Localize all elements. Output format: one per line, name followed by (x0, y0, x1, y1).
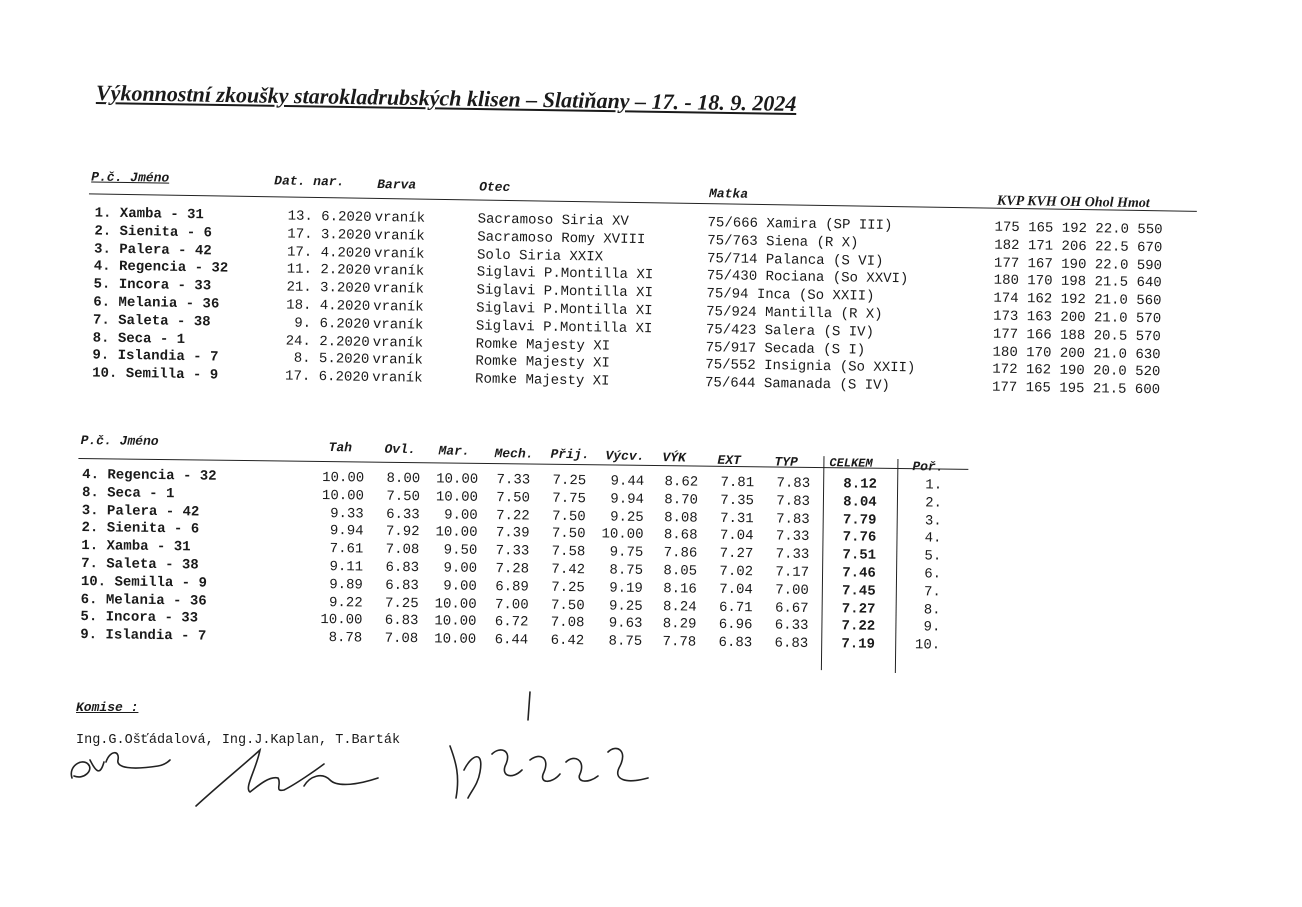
header-prij: Přij. (550, 446, 590, 463)
header-vycv: Výcv. (605, 448, 645, 464)
cell-tah: 10.00 (320, 612, 363, 629)
cell-vycv: 9.63 (608, 615, 643, 633)
cell-mech: 7.39 (495, 525, 530, 542)
cell-vycv: 9.25 (608, 598, 643, 615)
cell-dam: 75/644 Samanada (S IV) (704, 375, 891, 395)
cell-mech: 7.33 (495, 543, 530, 560)
cell-ext: 6.83 (718, 635, 753, 652)
cell-ext: 7.27 (719, 546, 754, 563)
cell-sire: Sacramoso Siria XV (477, 211, 629, 230)
cell-mech: 6.89 (495, 578, 529, 596)
header-matka: Matka (708, 186, 749, 202)
cell-color: vraník (373, 263, 425, 281)
cell-name: 9. Islandia - 7 (92, 347, 219, 366)
cell-mar: 9.00 (444, 507, 478, 524)
cell-color: vraník (372, 334, 424, 352)
cell-ovl: 7.50 (386, 488, 421, 505)
cell-ext: 6.96 (718, 617, 753, 634)
cell-ovl: 6.83 (385, 559, 420, 577)
cell-typ: 7.83 (776, 511, 810, 528)
cell-metrics: 177 166 188 20.5 570 (992, 326, 1162, 346)
cell-ext: 7.02 (719, 563, 754, 581)
cell-dam: 75/430 Rociana (So XXVI) (706, 268, 909, 288)
cell-prij: 7.08 (550, 615, 585, 632)
cell-typ: 7.17 (775, 564, 810, 581)
cell-mar: 10.00 (434, 613, 477, 631)
cell-tah: 9.11 (329, 559, 364, 576)
cell-ovl: 6.83 (384, 613, 419, 630)
cell-ovl: 7.08 (385, 541, 420, 559)
cell-dam: 75/552 Insignia (So XXII) (705, 357, 916, 377)
cell-name: 6. Melania - 36 (93, 294, 220, 313)
cell-color: vraník (373, 298, 424, 316)
cell-celkem: 7.76 (842, 529, 877, 547)
cell-sire: Siglavi P.Montilla XI (476, 264, 654, 284)
cell-ovl: 6.83 (385, 577, 419, 594)
cell-metrics: 175 165 192 22.0 550 (994, 219, 1163, 239)
cell-vycv: 9.94 (610, 491, 645, 508)
cell-color: vraník (371, 370, 423, 387)
cell-celkem: 7.27 (841, 600, 876, 618)
cell-dam: 75/763 Siena (R X) (707, 232, 859, 252)
cell-vycv: 9.19 (609, 580, 643, 597)
cell-vycv: 8.75 (609, 562, 644, 579)
cell-name: 9. Islandia - 7 (80, 627, 207, 645)
cell-name: 10. Semilla - 9 (80, 573, 208, 592)
cell-typ: 6.83 (774, 635, 809, 653)
cell-vyk: 8.70 (664, 491, 699, 509)
cell-dam: 75/924 Mantilla (R X) (706, 304, 883, 323)
cell-name: 7. Saleta - 38 (81, 556, 199, 574)
cell-vyk: 8.68 (663, 527, 698, 544)
cell-dam: 75/666 Xamira (SP III) (707, 215, 893, 235)
cell-sire: Romke Majesty XI (475, 353, 610, 373)
cell-typ: 7.33 (775, 546, 810, 564)
cell-por: 2. (925, 495, 943, 512)
cell-celkem: 7.19 (841, 636, 876, 653)
cell-name: 2. Sienita - 6 (94, 223, 213, 242)
cell-prij: 7.50 (551, 526, 586, 543)
cell-metrics: 174 162 192 21.0 560 (993, 290, 1162, 310)
cell-mar: 10.00 (435, 524, 478, 542)
cell-mar: 10.00 (436, 471, 479, 488)
cell-prij: 7.42 (551, 561, 586, 579)
document-title: Výkonnostní zkoušky starokladrubských klisen – Slatiňany – 17. - 18. 9. 2024 (95, 80, 797, 117)
cell-name: 1. Xamba - 31 (94, 205, 204, 224)
cell-metrics: 177 165 195 21.5 600 (991, 379, 1161, 399)
cell-color: vraník (372, 316, 424, 334)
signature-3 (450, 692, 648, 798)
header-celkem: CELKEM (829, 456, 873, 471)
cell-name: 3. Palera - 42 (93, 241, 212, 259)
header-mech: Mech. (494, 446, 534, 462)
cell-vyk: 8.24 (662, 598, 697, 616)
cell-por: 1. (925, 477, 943, 494)
cell-sire: Siglavi P.Montilla XI (476, 282, 654, 302)
cell-name: 1. Xamba - 31 (81, 538, 191, 556)
cell-vyk: 7.78 (662, 634, 697, 651)
cell-tah: 8.78 (328, 630, 363, 647)
header-barva: Barva (377, 176, 417, 193)
cell-date: 13. 6.2020 (287, 208, 372, 226)
cell-date: 17. 4.2020 (286, 244, 372, 262)
header-ovl: Ovl. (384, 441, 416, 458)
cell-sire: Siglavi P.Montilla XI (475, 318, 653, 338)
cell-typ: 6.33 (774, 617, 809, 635)
cell-sire: Romke Majesty XI (475, 336, 611, 355)
header-mar: Mar. (438, 443, 470, 459)
header-por: Poř. (912, 459, 944, 475)
cell-por: 10. (914, 637, 941, 654)
cell-name: 10. Semilla - 9 (92, 365, 219, 384)
cell-por: 7. (923, 584, 941, 601)
cell-tah: 10.00 (322, 469, 365, 487)
header-tah: Tah (328, 440, 353, 456)
cell-mar: 10.00 (434, 631, 477, 649)
cell-vyk: 8.08 (664, 509, 698, 527)
cell-vycv: 9.44 (610, 473, 645, 490)
cell-vyk: 8.16 (663, 580, 697, 598)
cell-prij: 7.50 (552, 508, 586, 525)
cell-vyk: 8.05 (663, 563, 698, 580)
signatures (60, 680, 680, 830)
cell-tah: 7.61 (329, 541, 364, 558)
cell-ext: 7.81 (720, 474, 755, 492)
cell-celkem: 7.22 (841, 618, 876, 636)
header2-pc-jmeno: P.č. Jméno (80, 433, 159, 449)
cell-ovl: 8.00 (386, 470, 421, 488)
cell-ext: 7.04 (719, 528, 754, 545)
header-otec: Otec (479, 179, 511, 196)
cell-date: 17. 6.2020 (284, 368, 370, 387)
cell-mech: 7.28 (495, 561, 530, 578)
cell-name: 7. Saleta - 38 (92, 312, 211, 331)
cell-sire: Sacramoso Romy XVIII (477, 229, 646, 248)
cell-celkem: 7.79 (842, 511, 877, 529)
cell-por: 3. (924, 512, 942, 530)
header-dat-nar: Dat. nar. (274, 173, 345, 190)
cell-name: 5. Incora - 33 (80, 609, 199, 627)
signature-2 (196, 750, 378, 806)
cell-prij: 7.58 (551, 543, 586, 561)
cell-tah: 9.94 (329, 523, 364, 540)
cell-mar: 10.00 (434, 595, 477, 613)
cell-mech: 7.22 (496, 507, 530, 525)
cell-metrics: 177 167 190 22.0 590 (993, 255, 1163, 274)
cell-typ: 7.83 (776, 493, 811, 510)
cell-ovl: 7.92 (385, 524, 420, 541)
cell-date: 18. 4.2020 (286, 297, 371, 315)
cell-date: 21. 3.2020 (286, 279, 371, 298)
header-metrics: KVP KVH OH Ohol Hmot (996, 193, 1150, 212)
cell-tah: 9.22 (328, 594, 363, 612)
cell-ovl: 7.08 (384, 630, 419, 648)
cell-vycv: 9.25 (610, 509, 644, 526)
cell-metrics: 173 163 200 21.0 570 (993, 308, 1162, 328)
cell-name: 3. Palera - 42 (81, 502, 200, 521)
cell-celkem: 7.51 (842, 547, 877, 564)
cell-mech: 6.72 (494, 614, 529, 631)
cell-celkem: 7.46 (842, 565, 876, 582)
header-typ: TYP (774, 454, 798, 470)
header-vyk: VÝK (662, 450, 686, 466)
cell-ext: 6.71 (718, 599, 753, 616)
cell-sire: Siglavi P.Montilla XI (476, 300, 653, 320)
cell-vyk: 7.86 (663, 545, 698, 562)
cell-name: 8. Seca - 1 (81, 484, 175, 502)
cell-mar: 10.00 (435, 489, 479, 506)
cell-mech: 6.44 (494, 632, 529, 649)
commission-label: Komise : (76, 700, 139, 715)
cell-metrics: 172 162 190 20.0 520 (992, 362, 1161, 381)
cell-vycv: 8.75 (608, 633, 643, 651)
cell-name: 4. Regencia - 32 (82, 467, 217, 485)
cell-color: vraník (374, 209, 426, 227)
cell-prij: 6.42 (550, 632, 585, 650)
cell-typ: 7.33 (775, 528, 810, 546)
cell-name: 2. Sienita - 6 (81, 520, 200, 538)
cell-celkem: 7.45 (841, 583, 876, 600)
cell-por: 5. (924, 548, 942, 565)
cell-date: 8. 5.2020 (293, 351, 370, 369)
cell-celkem: 8.12 (843, 476, 878, 493)
cell-mech: 7.33 (496, 472, 531, 489)
cell-por: 9. (923, 619, 941, 636)
cell-vyk: 8.62 (664, 474, 699, 491)
cell-ovl: 6.33 (386, 506, 420, 523)
cell-date: 11. 2.2020 (286, 261, 371, 280)
cell-mar: 9.00 (443, 560, 478, 577)
cell-vyk: 8.29 (662, 616, 697, 633)
cell-name: 4. Regencia - 32 (93, 258, 229, 278)
cell-date: 24. 2.2020 (285, 333, 370, 351)
cell-typ: 7.83 (776, 475, 811, 492)
cell-metrics: 182 171 206 22.5 670 (994, 237, 1163, 257)
cell-mar: 9.50 (443, 542, 478, 560)
cell-metrics: 180 170 200 21.0 630 (992, 344, 1161, 363)
cell-prij: 7.25 (552, 472, 587, 490)
cell-por: 6. (924, 566, 942, 583)
cell-name: 5. Incora - 33 (93, 276, 212, 295)
cell-typ: 6.67 (774, 600, 809, 617)
cell-dam: 75/423 Salera (S IV) (705, 321, 875, 341)
cell-ovl: 7.25 (384, 595, 419, 612)
cell-ext: 7.31 (720, 510, 754, 527)
cell-prij: 7.50 (550, 597, 585, 614)
cell-ext: 7.35 (720, 492, 755, 510)
cell-mech: 7.00 (494, 596, 529, 614)
cell-vycv: 10.00 (601, 526, 644, 544)
cell-por: 8. (923, 601, 941, 619)
cell-tah: 9.89 (329, 576, 363, 594)
cell-mar: 9.00 (443, 578, 477, 595)
signature-1 (71, 753, 170, 778)
cell-name: 8. Seca - 1 (92, 330, 186, 348)
cell-tah: 9.33 (330, 505, 364, 523)
cell-tah: 10.00 (321, 487, 365, 505)
cell-typ: 7.00 (775, 582, 809, 599)
cell-por: 4. (924, 530, 942, 547)
cell-name: 6. Melania - 36 (80, 591, 207, 610)
cell-date: 17. 3.2020 (287, 226, 372, 244)
cell-color: vraník (373, 281, 425, 298)
header-pc-jmeno: P.č. Jméno (91, 169, 170, 186)
cell-color: vraník (374, 227, 425, 245)
cell-celkem: 8.04 (843, 494, 877, 511)
cell-dam: 75/94 Inca (So XXII) (706, 286, 875, 305)
cell-dam: 75/917 Secada (S I) (705, 339, 866, 359)
cell-prij: 7.25 (551, 579, 585, 596)
cell-date: 9. 6.2020 (294, 315, 371, 333)
cell-mech: 7.50 (496, 489, 531, 507)
cell-color: vraník (373, 245, 425, 263)
cell-ext: 7.04 (719, 581, 753, 599)
header-ext: EXT (717, 452, 741, 469)
cell-sire: Solo Siria XXIX (476, 247, 604, 266)
cell-metrics: 180 170 198 21.5 640 (993, 273, 1162, 292)
commission-members: Ing.G.Ošťádalová, Ing.J.Kaplan, T.Barták (76, 733, 401, 748)
cell-dam: 75/714 Palanca (S VI) (706, 250, 884, 270)
cell-color: vraník (372, 352, 423, 370)
cell-sire: Romke Majesty XI (474, 371, 610, 390)
cell-vycv: 9.75 (609, 544, 644, 562)
cell-prij: 7.75 (552, 490, 587, 507)
